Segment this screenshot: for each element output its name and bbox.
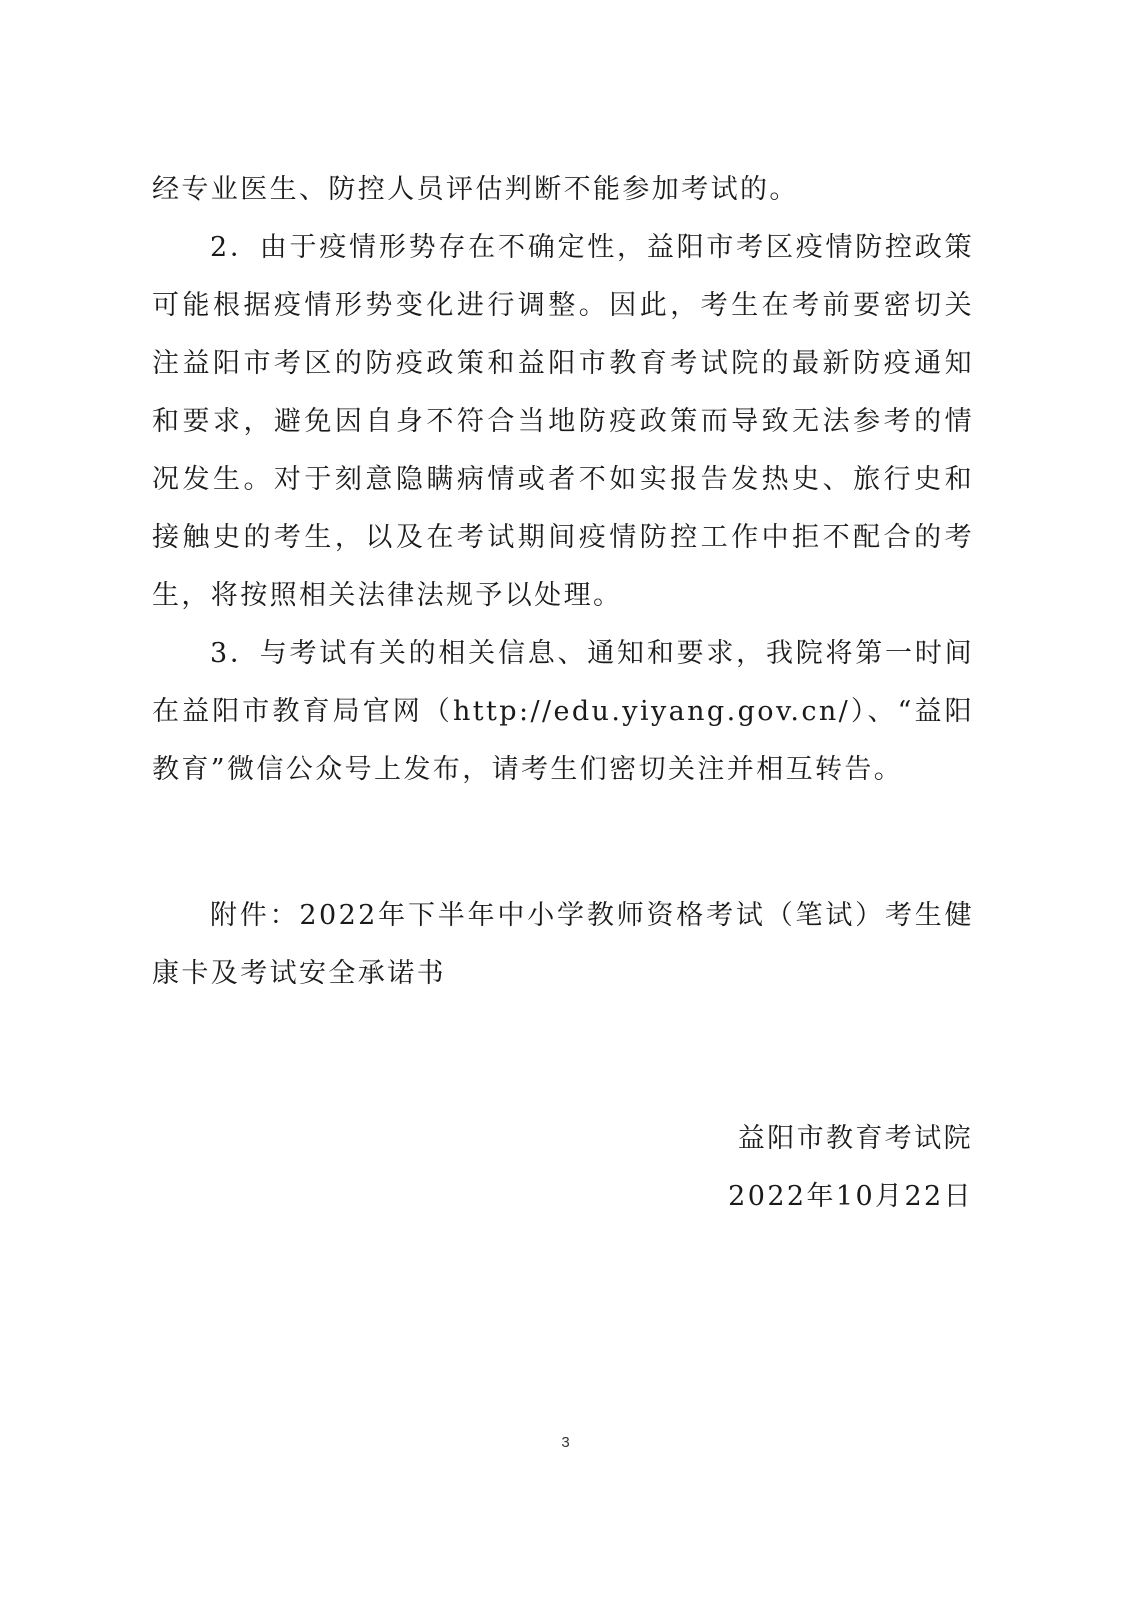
attachment-note: 附件：2022年下半年中小学教师资格考试（笔试）考生健康卡及考试安全承诺书: [152, 900, 974, 989]
signature-organization: 益阳市教育考试院: [737, 1123, 973, 1154]
paragraph-continuation: 经专业医生、防控人员评估判断不能参加考试的。: [152, 174, 799, 205]
paragraph-item-2: 2．由于疫情形势存在不确定性，益阳市考区疫情防控政策可能根据疫情形势变化进行调整。因此，考生在考前要密切关注益阳市考区的防疫政策和益阳市教育考试院的最新防疫通知和要求，避免因自身不符合当地防疫政策而导致无法参考的情况发生。对于刻意隐瞒病情或者不如实报告发热史、旅行史和接触史的考生，以及在考试期间疫情防控工作中拒不配合的考生，将按照相关法律法规予以处理。: [152, 232, 974, 611]
paragraph-item-3: 3．与考试有关的相关信息、通知和要求，我院将第一时间在益阳市教育局官网（http://edu.yiyang.gov.cn/）、“益阳教育”微信公众号上发布，请考生们密切关注并相互转告。: [152, 638, 974, 785]
page-number: 3: [561, 1434, 570, 1451]
signature-block: [728, 1110, 973, 1226]
signature-date: 2022年10月22日: [728, 1181, 973, 1212]
document-body: [152, 161, 974, 799]
